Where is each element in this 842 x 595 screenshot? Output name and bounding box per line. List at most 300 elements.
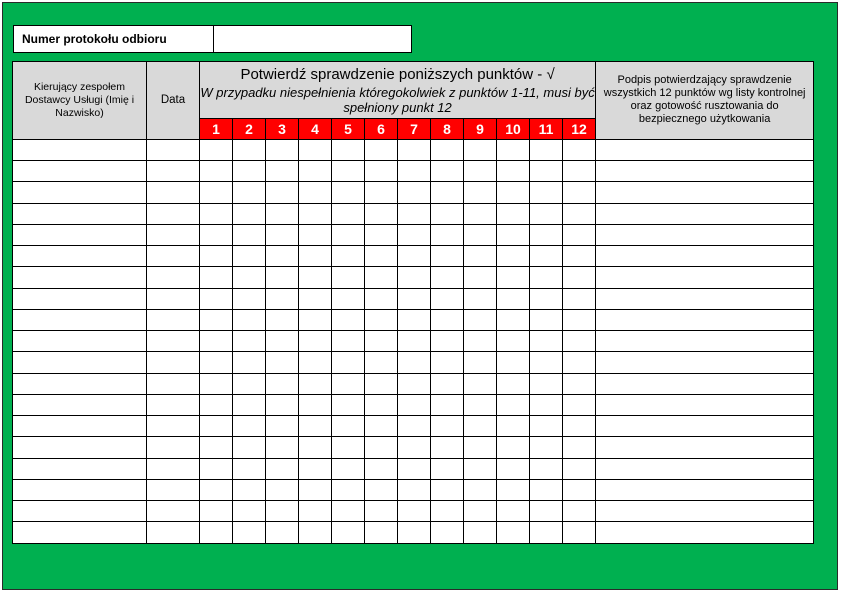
manager-name-cell[interactable] — [13, 267, 147, 288]
point-check-cell[interactable] — [266, 437, 299, 458]
table-row — [13, 139, 814, 160]
manager-name-cell[interactable] — [13, 522, 147, 544]
point-check-cell[interactable] — [464, 501, 497, 522]
table-row — [13, 522, 814, 544]
point-check-cell[interactable] — [299, 352, 332, 373]
manager-name-cell[interactable] — [13, 373, 147, 394]
protocol-number-field[interactable] — [214, 26, 411, 52]
point-check-cell[interactable] — [431, 182, 464, 203]
point-check-cell[interactable] — [464, 416, 497, 437]
point-check-cell[interactable] — [365, 139, 398, 160]
point-check-cell[interactable] — [200, 352, 233, 373]
point-check-cell[interactable] — [563, 203, 596, 224]
date-cell[interactable] — [147, 352, 200, 373]
point-check-cell[interactable] — [200, 288, 233, 309]
point-check-cell[interactable] — [266, 182, 299, 203]
point-check-cell[interactable] — [200, 522, 233, 544]
point-check-cell[interactable] — [200, 416, 233, 437]
point-check-cell[interactable] — [299, 501, 332, 522]
point-check-cell[interactable] — [200, 203, 233, 224]
point-check-cell[interactable] — [332, 288, 365, 309]
signature-cell[interactable] — [596, 267, 814, 288]
point-check-cell[interactable] — [398, 161, 431, 182]
date-cell[interactable] — [147, 224, 200, 245]
point-check-cell[interactable] — [530, 224, 563, 245]
point-check-cell[interactable] — [497, 352, 530, 373]
point-check-cell[interactable] — [233, 437, 266, 458]
signature-cell[interactable] — [596, 437, 814, 458]
point-number-header: 10 — [497, 118, 530, 139]
point-check-cell[interactable] — [530, 331, 563, 352]
point-check-cell[interactable] — [398, 224, 431, 245]
point-check-cell[interactable] — [365, 501, 398, 522]
point-check-cell[interactable] — [299, 479, 332, 500]
point-check-cell[interactable] — [266, 267, 299, 288]
point-check-cell[interactable] — [200, 161, 233, 182]
point-check-cell[interactable] — [431, 522, 464, 544]
point-check-cell[interactable] — [299, 224, 332, 245]
point-check-cell[interactable] — [497, 203, 530, 224]
point-check-cell[interactable] — [332, 416, 365, 437]
point-check-cell[interactable] — [233, 161, 266, 182]
date-cell[interactable] — [147, 437, 200, 458]
point-check-cell[interactable] — [398, 182, 431, 203]
point-check-cell[interactable] — [365, 267, 398, 288]
point-check-cell[interactable] — [233, 246, 266, 267]
point-check-cell[interactable] — [233, 501, 266, 522]
point-check-cell[interactable] — [233, 288, 266, 309]
point-number-header: 4 — [299, 118, 332, 139]
point-check-cell[interactable] — [530, 267, 563, 288]
point-check-cell[interactable] — [266, 203, 299, 224]
point-check-cell[interactable] — [299, 267, 332, 288]
point-check-cell[interactable] — [332, 182, 365, 203]
point-check-cell[interactable] — [398, 203, 431, 224]
point-check-cell[interactable] — [398, 458, 431, 479]
date-cell[interactable] — [147, 161, 200, 182]
point-check-cell[interactable] — [200, 224, 233, 245]
point-check-cell[interactable] — [497, 331, 530, 352]
table-row — [13, 182, 814, 203]
point-check-cell[interactable] — [497, 161, 530, 182]
point-check-cell[interactable] — [398, 479, 431, 500]
point-check-cell[interactable] — [497, 437, 530, 458]
point-check-cell[interactable] — [266, 479, 299, 500]
date-cell[interactable] — [147, 267, 200, 288]
signature-cell[interactable] — [596, 161, 814, 182]
date-cell[interactable] — [147, 501, 200, 522]
point-check-cell[interactable] — [563, 331, 596, 352]
point-check-cell[interactable] — [398, 394, 431, 415]
point-check-cell[interactable] — [365, 416, 398, 437]
table-row — [13, 224, 814, 245]
point-check-cell[interactable] — [266, 373, 299, 394]
date-cell[interactable] — [147, 309, 200, 330]
point-check-cell[interactable] — [497, 394, 530, 415]
point-check-cell[interactable] — [365, 203, 398, 224]
point-check-cell[interactable] — [200, 246, 233, 267]
point-check-cell[interactable] — [299, 161, 332, 182]
point-check-cell[interactable] — [563, 267, 596, 288]
point-check-cell[interactable] — [464, 182, 497, 203]
point-check-cell[interactable] — [332, 309, 365, 330]
point-check-cell[interactable] — [431, 501, 464, 522]
point-check-cell[interactable] — [563, 458, 596, 479]
manager-name-cell[interactable] — [13, 331, 147, 352]
point-check-cell[interactable] — [563, 309, 596, 330]
point-check-cell[interactable] — [497, 309, 530, 330]
point-check-cell[interactable] — [398, 246, 431, 267]
manager-name-cell[interactable] — [13, 437, 147, 458]
point-check-cell[interactable] — [398, 288, 431, 309]
point-check-cell[interactable] — [464, 479, 497, 500]
point-check-cell[interactable] — [464, 139, 497, 160]
point-check-cell[interactable] — [365, 522, 398, 544]
manager-name-cell[interactable] — [13, 394, 147, 415]
point-check-cell[interactable] — [299, 139, 332, 160]
header-signature: Podpis potwierdzający sprawdzenie wszystkich 12 punktów wg listy kontrolnej oraz gotowość rusztowania do bezpiecznego użytkowania — [596, 62, 814, 140]
date-cell[interactable] — [147, 394, 200, 415]
point-check-cell[interactable] — [332, 501, 365, 522]
point-check-cell[interactable] — [233, 139, 266, 160]
point-check-cell[interactable] — [431, 161, 464, 182]
point-check-cell[interactable] — [563, 437, 596, 458]
manager-name-cell[interactable] — [13, 203, 147, 224]
point-check-cell[interactable] — [464, 394, 497, 415]
point-number-header: 6 — [365, 118, 398, 139]
point-check-cell[interactable] — [431, 331, 464, 352]
point-check-cell[interactable] — [464, 267, 497, 288]
signature-cell[interactable] — [596, 522, 814, 544]
point-check-cell[interactable] — [365, 182, 398, 203]
point-check-cell[interactable] — [398, 309, 431, 330]
point-check-cell[interactable] — [497, 458, 530, 479]
point-check-cell[interactable] — [332, 522, 365, 544]
point-check-cell[interactable] — [233, 309, 266, 330]
point-check-cell[interactable] — [233, 479, 266, 500]
point-check-cell[interactable] — [365, 479, 398, 500]
point-check-cell[interactable] — [365, 246, 398, 267]
point-check-cell[interactable] — [365, 309, 398, 330]
date-cell[interactable] — [147, 479, 200, 500]
point-check-cell[interactable] — [431, 394, 464, 415]
point-check-cell[interactable] — [200, 267, 233, 288]
point-check-cell[interactable] — [299, 203, 332, 224]
point-check-cell[interactable] — [200, 139, 233, 160]
point-check-cell[interactable] — [464, 331, 497, 352]
point-check-cell[interactable] — [365, 352, 398, 373]
signature-cell[interactable] — [596, 501, 814, 522]
point-check-cell[interactable] — [563, 416, 596, 437]
point-check-cell[interactable] — [299, 331, 332, 352]
signature-cell[interactable] — [596, 288, 814, 309]
point-check-cell[interactable] — [464, 246, 497, 267]
point-check-cell[interactable] — [563, 394, 596, 415]
point-check-cell[interactable] — [299, 522, 332, 544]
manager-name-cell[interactable] — [13, 416, 147, 437]
point-check-cell[interactable] — [365, 161, 398, 182]
point-check-cell[interactable] — [530, 501, 563, 522]
point-check-cell[interactable] — [530, 139, 563, 160]
point-check-cell[interactable] — [299, 416, 332, 437]
point-check-cell[interactable] — [431, 203, 464, 224]
point-check-cell[interactable] — [530, 373, 563, 394]
point-check-cell[interactable] — [266, 161, 299, 182]
date-cell[interactable] — [147, 522, 200, 544]
signature-cell[interactable] — [596, 352, 814, 373]
point-check-cell[interactable] — [266, 309, 299, 330]
point-check-cell[interactable] — [332, 458, 365, 479]
point-check-cell[interactable] — [299, 437, 332, 458]
point-check-cell[interactable] — [266, 224, 299, 245]
point-check-cell[interactable] — [200, 479, 233, 500]
signature-cell[interactable] — [596, 139, 814, 160]
manager-name-cell[interactable] — [13, 458, 147, 479]
manager-name-cell[interactable] — [13, 352, 147, 373]
point-check-cell[interactable] — [497, 522, 530, 544]
point-check-cell[interactable] — [530, 246, 563, 267]
point-check-cell[interactable] — [530, 416, 563, 437]
point-check-cell[interactable] — [563, 522, 596, 544]
date-cell[interactable] — [147, 246, 200, 267]
date-cell[interactable] — [147, 416, 200, 437]
signature-cell[interactable] — [596, 331, 814, 352]
point-check-cell[interactable] — [398, 416, 431, 437]
point-check-cell[interactable] — [398, 501, 431, 522]
point-check-cell[interactable] — [398, 139, 431, 160]
point-check-cell[interactable] — [233, 267, 266, 288]
manager-name-cell[interactable] — [13, 182, 147, 203]
point-check-cell[interactable] — [563, 161, 596, 182]
signature-cell[interactable] — [596, 458, 814, 479]
manager-name-cell[interactable] — [13, 501, 147, 522]
point-check-cell[interactable] — [530, 161, 563, 182]
point-check-cell[interactable] — [332, 161, 365, 182]
point-check-cell[interactable] — [497, 288, 530, 309]
manager-name-cell[interactable] — [13, 246, 147, 267]
point-check-cell[interactable] — [200, 309, 233, 330]
date-cell[interactable] — [147, 288, 200, 309]
point-check-cell[interactable] — [299, 246, 332, 267]
point-check-cell[interactable] — [266, 246, 299, 267]
signature-cell[interactable] — [596, 224, 814, 245]
point-check-cell[interactable] — [497, 373, 530, 394]
point-check-cell[interactable] — [266, 139, 299, 160]
point-check-cell[interactable] — [464, 352, 497, 373]
point-check-cell[interactable] — [563, 182, 596, 203]
point-check-cell[interactable] — [530, 203, 563, 224]
point-check-cell[interactable] — [233, 416, 266, 437]
point-check-cell[interactable] — [200, 373, 233, 394]
point-check-cell[interactable] — [332, 352, 365, 373]
point-check-cell[interactable] — [497, 224, 530, 245]
point-check-cell[interactable] — [431, 437, 464, 458]
manager-name-cell[interactable] — [13, 224, 147, 245]
point-check-cell[interactable] — [332, 267, 365, 288]
point-check-cell[interactable] — [530, 394, 563, 415]
point-check-cell[interactable] — [332, 437, 365, 458]
point-check-cell[interactable] — [431, 479, 464, 500]
date-cell[interactable] — [147, 182, 200, 203]
point-check-cell[interactable] — [299, 288, 332, 309]
point-check-cell[interactable] — [365, 224, 398, 245]
point-check-cell[interactable] — [398, 522, 431, 544]
signature-cell[interactable] — [596, 416, 814, 437]
point-check-cell[interactable] — [431, 246, 464, 267]
signature-cell[interactable] — [596, 309, 814, 330]
point-check-cell[interactable] — [530, 522, 563, 544]
point-check-cell[interactable] — [497, 416, 530, 437]
point-check-cell[interactable] — [233, 394, 266, 415]
point-check-cell[interactable] — [431, 224, 464, 245]
point-check-cell[interactable] — [530, 309, 563, 330]
point-number-header: 2 — [233, 118, 266, 139]
point-check-cell[interactable] — [200, 182, 233, 203]
point-check-cell[interactable] — [530, 288, 563, 309]
point-check-cell[interactable] — [563, 373, 596, 394]
point-check-cell[interactable] — [266, 501, 299, 522]
point-check-cell[interactable] — [332, 479, 365, 500]
point-check-cell[interactable] — [398, 352, 431, 373]
point-check-cell[interactable] — [464, 161, 497, 182]
point-check-cell[interactable] — [497, 501, 530, 522]
point-check-cell[interactable] — [266, 416, 299, 437]
point-check-cell[interactable] — [398, 267, 431, 288]
point-check-cell[interactable] — [266, 331, 299, 352]
date-cell[interactable] — [147, 203, 200, 224]
table-row — [13, 331, 814, 352]
point-check-cell[interactable] — [530, 458, 563, 479]
point-check-cell[interactable] — [266, 458, 299, 479]
point-check-cell[interactable] — [200, 437, 233, 458]
signature-cell[interactable] — [596, 373, 814, 394]
point-check-cell[interactable] — [398, 373, 431, 394]
date-cell[interactable] — [147, 331, 200, 352]
point-check-cell[interactable] — [233, 352, 266, 373]
point-check-cell[interactable] — [431, 139, 464, 160]
point-check-cell[interactable] — [365, 288, 398, 309]
point-check-cell[interactable] — [563, 139, 596, 160]
point-check-cell[interactable] — [464, 224, 497, 245]
point-check-cell[interactable] — [332, 373, 365, 394]
point-check-cell[interactable] — [332, 224, 365, 245]
point-check-cell[interactable] — [431, 267, 464, 288]
point-check-cell[interactable] — [332, 203, 365, 224]
point-check-cell[interactable] — [464, 458, 497, 479]
point-check-cell[interactable] — [530, 352, 563, 373]
point-check-cell[interactable] — [431, 352, 464, 373]
point-check-cell[interactable] — [266, 522, 299, 544]
point-check-cell[interactable] — [431, 288, 464, 309]
point-check-cell[interactable] — [464, 309, 497, 330]
point-check-cell[interactable] — [497, 479, 530, 500]
point-check-cell[interactable] — [266, 352, 299, 373]
signature-cell[interactable] — [596, 203, 814, 224]
point-check-cell[interactable] — [233, 182, 266, 203]
signature-cell[interactable] — [596, 246, 814, 267]
point-check-cell[interactable] — [563, 501, 596, 522]
point-check-cell[interactable] — [431, 416, 464, 437]
point-check-cell[interactable] — [299, 394, 332, 415]
signature-cell[interactable] — [596, 479, 814, 500]
point-check-cell[interactable] — [332, 246, 365, 267]
point-check-cell[interactable] — [464, 373, 497, 394]
date-cell[interactable] — [147, 373, 200, 394]
point-check-cell[interactable] — [365, 373, 398, 394]
point-check-cell[interactable] — [200, 501, 233, 522]
point-check-cell[interactable] — [431, 309, 464, 330]
manager-name-cell[interactable] — [13, 161, 147, 182]
point-check-cell[interactable] — [299, 309, 332, 330]
point-check-cell[interactable] — [233, 331, 266, 352]
point-check-cell[interactable] — [431, 458, 464, 479]
point-check-cell[interactable] — [200, 458, 233, 479]
point-check-cell[interactable] — [464, 203, 497, 224]
point-check-cell[interactable] — [464, 437, 497, 458]
point-check-cell[interactable] — [266, 394, 299, 415]
point-check-cell[interactable] — [563, 288, 596, 309]
manager-name-cell[interactable] — [13, 288, 147, 309]
point-check-cell[interactable] — [233, 458, 266, 479]
point-check-cell[interactable] — [233, 373, 266, 394]
point-check-cell[interactable] — [266, 288, 299, 309]
point-check-cell[interactable] — [299, 458, 332, 479]
point-check-cell[interactable] — [365, 458, 398, 479]
point-check-cell[interactable] — [233, 224, 266, 245]
point-check-cell[interactable] — [563, 246, 596, 267]
point-check-cell[interactable] — [464, 522, 497, 544]
table-row — [13, 479, 814, 500]
point-check-cell[interactable] — [530, 182, 563, 203]
point-check-cell[interactable] — [563, 352, 596, 373]
point-check-cell[interactable] — [497, 139, 530, 160]
point-check-cell[interactable] — [497, 182, 530, 203]
point-check-cell[interactable] — [464, 288, 497, 309]
point-check-cell[interactable] — [497, 246, 530, 267]
manager-name-cell[interactable] — [13, 139, 147, 160]
manager-name-cell[interactable] — [13, 309, 147, 330]
point-number-header: 9 — [464, 118, 497, 139]
point-check-cell[interactable] — [530, 437, 563, 458]
point-check-cell[interactable] — [398, 437, 431, 458]
point-check-cell[interactable] — [365, 394, 398, 415]
point-check-cell[interactable] — [332, 331, 365, 352]
point-check-cell[interactable] — [233, 522, 266, 544]
point-check-cell[interactable] — [299, 182, 332, 203]
point-check-cell[interactable] — [200, 331, 233, 352]
point-check-cell[interactable] — [497, 267, 530, 288]
table-row — [13, 437, 814, 458]
point-check-cell[interactable] — [365, 437, 398, 458]
point-check-cell[interactable] — [563, 479, 596, 500]
point-check-cell[interactable] — [530, 479, 563, 500]
point-check-cell[interactable] — [200, 394, 233, 415]
manager-name-cell[interactable] — [13, 479, 147, 500]
signature-cell[interactable] — [596, 394, 814, 415]
point-check-cell[interactable] — [299, 373, 332, 394]
table-row — [13, 161, 814, 182]
point-check-cell[interactable] — [365, 331, 398, 352]
point-check-cell[interactable] — [431, 373, 464, 394]
point-check-cell[interactable] — [233, 203, 266, 224]
point-check-cell[interactable] — [563, 224, 596, 245]
date-cell[interactable] — [147, 139, 200, 160]
point-check-cell[interactable] — [398, 331, 431, 352]
point-check-cell[interactable] — [332, 394, 365, 415]
signature-cell[interactable] — [596, 182, 814, 203]
point-check-cell[interactable] — [332, 139, 365, 160]
date-cell[interactable] — [147, 458, 200, 479]
